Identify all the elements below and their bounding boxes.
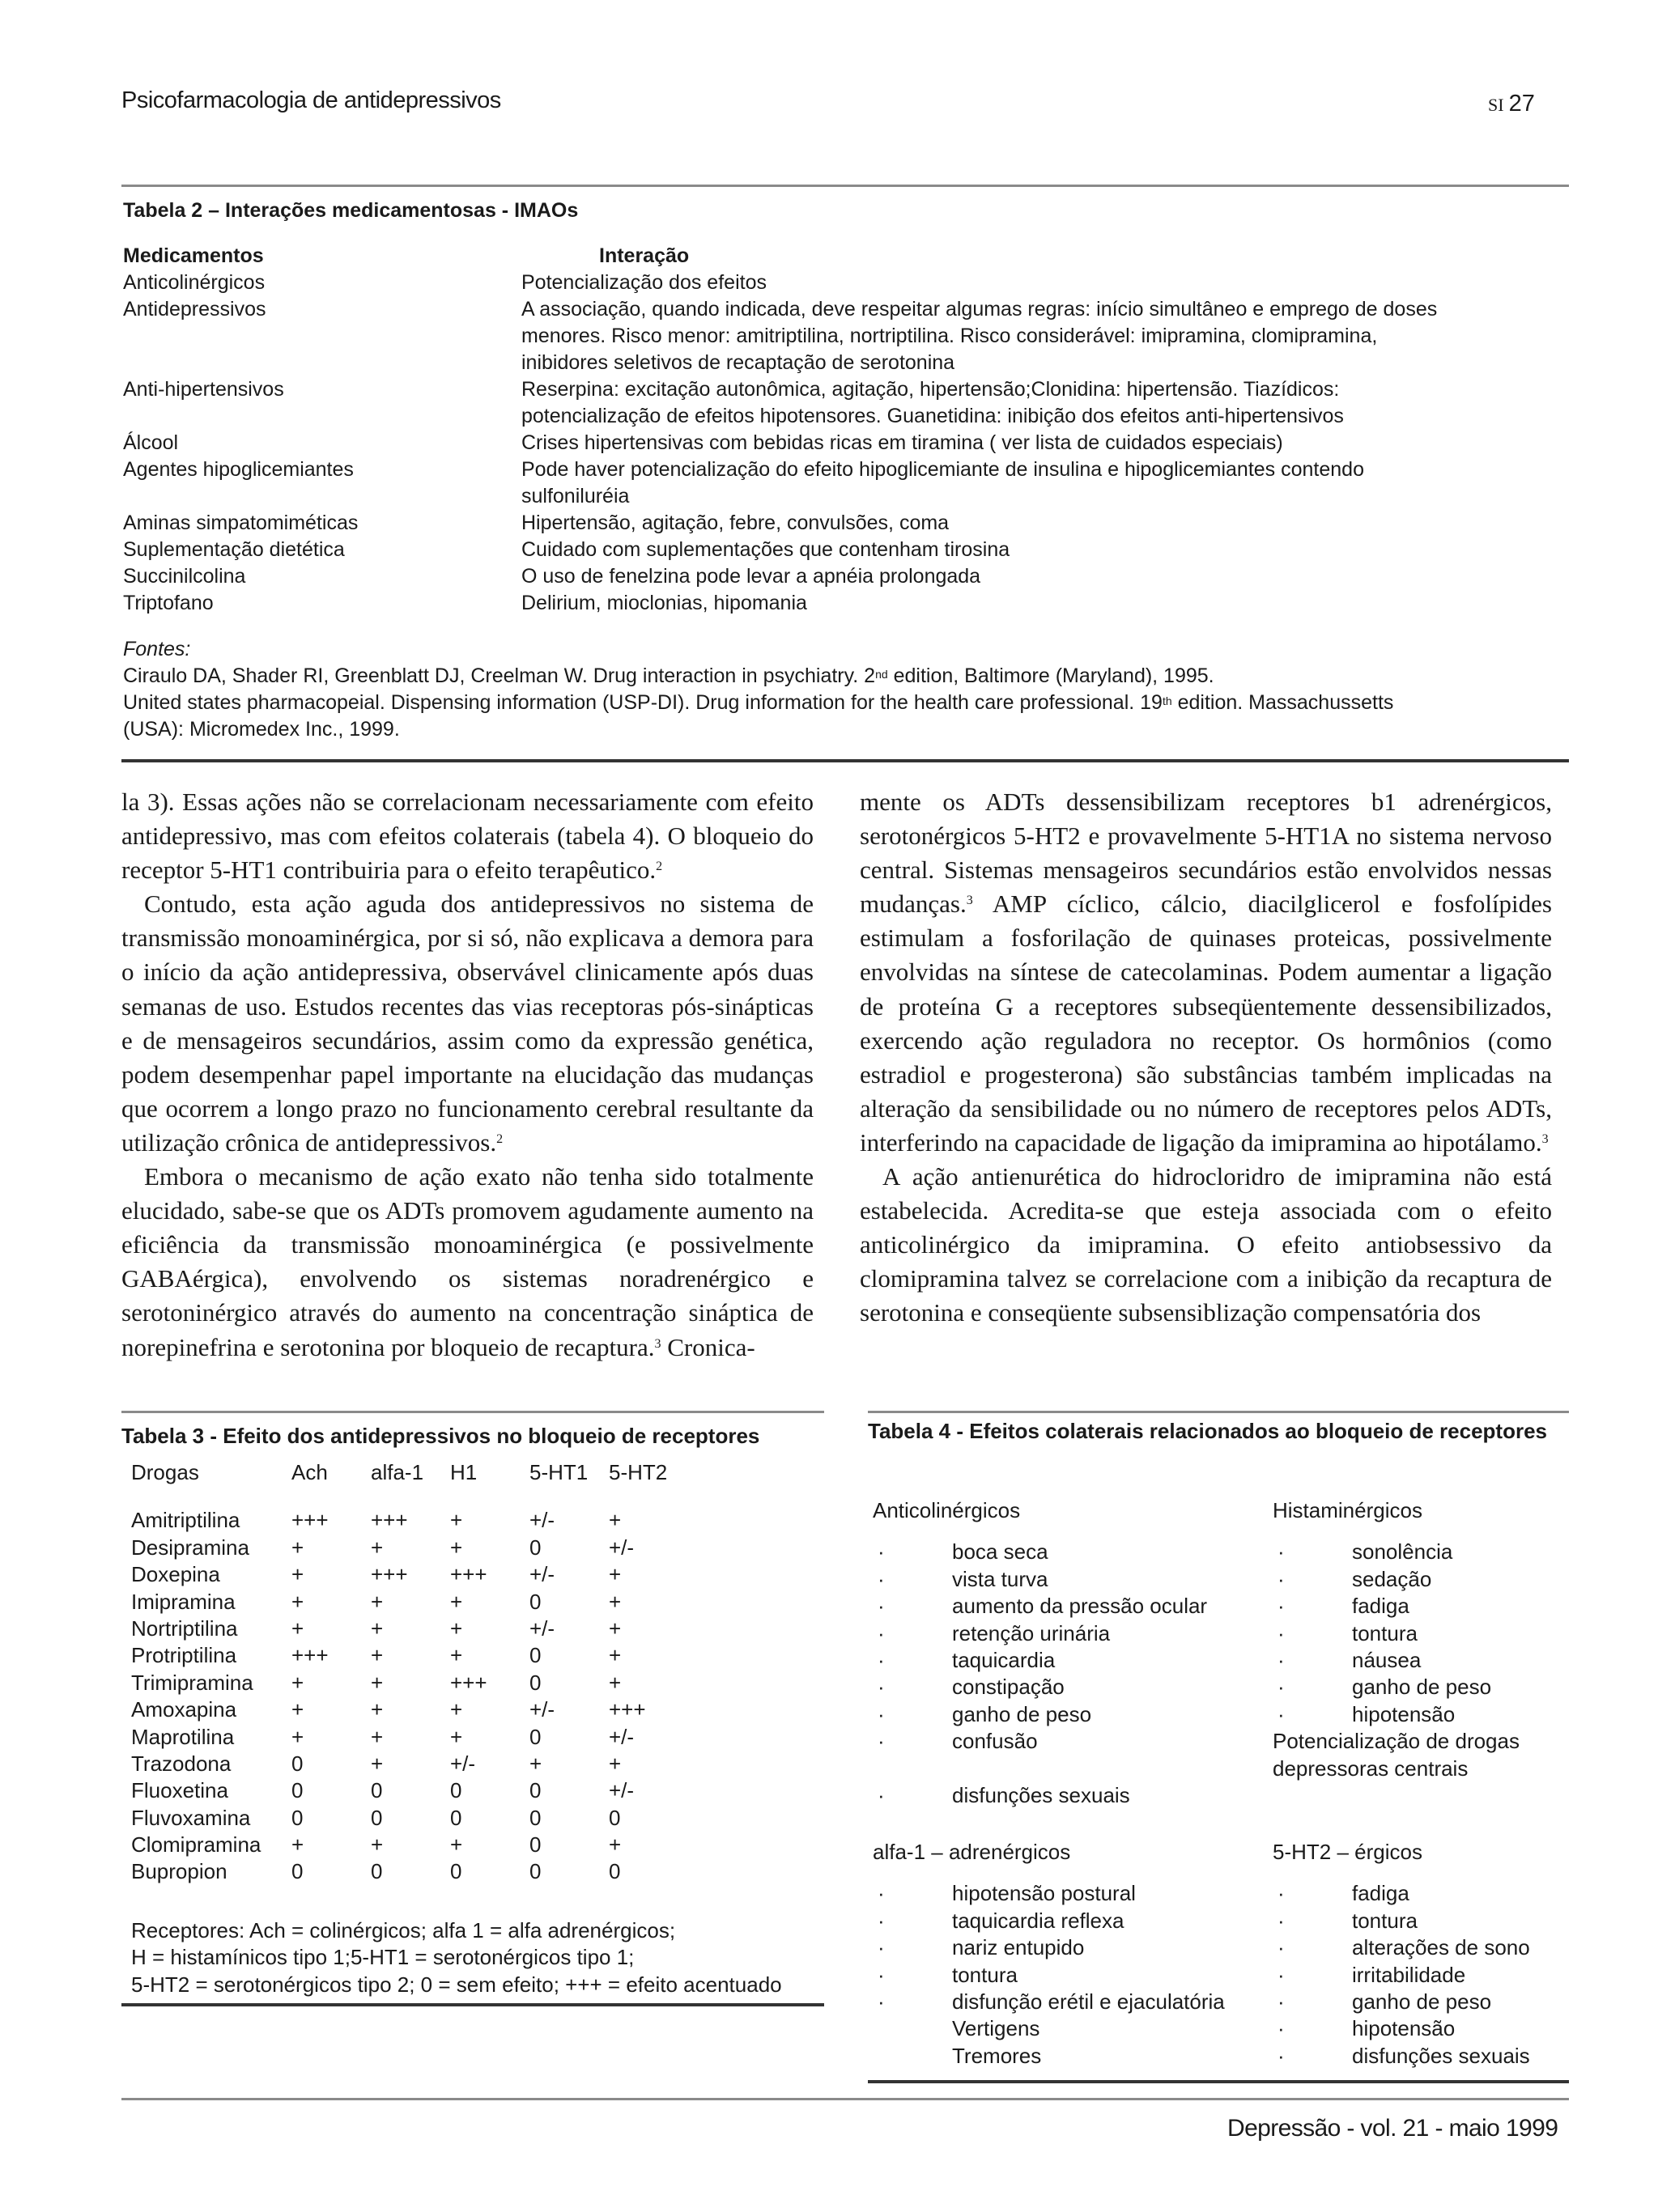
table4-histaminergicos [1273, 1497, 1569, 1782]
table4-group-header: Anticolinérgicos [873, 1498, 1021, 1522]
bullet: · [1278, 1935, 1285, 1960]
table3-row [131, 1751, 688, 1777]
paragraph-text: Embora o mecanismo de ação exato não tenha sido totalmente elucidado, sabe-se que os ADTs promovem agudamente aumento na eficiência da transmissão monoaminérgica (e possivelmente GABAérgica), envolvendo os sistemas noradrenérgico e serotoninérgico através do aumento na concentração sináptica de norepinefrina e serotonina por bloqueio de recaptura. [121, 1162, 814, 1361]
table2-interaction: potencialização de efeitos hipotensores. Guanetidina: inibição dos efeitos anti-hipertensivos [521, 405, 1344, 427]
table2-drug: Anticolinérgicos [123, 271, 266, 294]
table3-cell: + [291, 1670, 304, 1695]
table2-row [123, 350, 1564, 376]
table2-row [123, 403, 1564, 430]
source-1: Ciraulo DA, Shader RI, Greenblatt DJ, Creelman W. Drug interaction in psychiatry. 2nd edition, Baltimore (Maryland), 1995. [123, 664, 1214, 687]
bullet: · [878, 1675, 885, 1700]
table3-cell: +/- [450, 1751, 476, 1776]
bullet: · [1278, 1566, 1285, 1591]
table4-item [873, 1908, 1269, 1934]
table2-title: Tabela 2 – Interações medicamentosas - IMAOs [123, 199, 579, 222]
bullet: · [878, 1648, 885, 1673]
table4-item-text: aumento da pressão ocular [952, 1594, 1208, 1619]
table2-row [123, 483, 1564, 510]
table2-drug: Aminas simpatomiméticas [123, 512, 359, 534]
table2 [123, 243, 1564, 617]
table3-cell: + [450, 1724, 463, 1749]
table3-cell: + [450, 1832, 463, 1857]
table4-item-text: sonolência [1352, 1539, 1453, 1565]
table3-row [131, 1561, 688, 1588]
table4-item-text: hipotensão [1352, 1701, 1456, 1726]
table4-item [1273, 1620, 1569, 1647]
table4-item [1273, 1962, 1569, 1989]
paragraph-text: mente os ADTs dessensibilizam receptores b1 adrenérgicos, serotonérgicos 5-HT2 e provavelmente 5-HT1A no sistema nervoso central. Sistemas mensageiros secundários estão envolvidos nessas mudanças. [860, 788, 1552, 919]
table3-cell: + [609, 1615, 622, 1641]
table3-cell: + [450, 1508, 463, 1533]
table2-drug: Suplementação dietética [123, 538, 345, 561]
bullet: · [1278, 1675, 1285, 1700]
table4-item [873, 1728, 1269, 1755]
bullet: · [878, 1620, 885, 1645]
table2-interaction: inibidores seletivos de recaptação de serotonina [521, 351, 955, 374]
table2-body [123, 270, 1564, 617]
page-number-value: 27 [1508, 91, 1535, 117]
table2-drug: Agentes hipoglicemiantes [123, 458, 354, 481]
paragraph [121, 785, 814, 887]
table3-row [131, 1777, 688, 1804]
table3-cell: + [609, 1589, 622, 1614]
table4-item-text: hipotensão postural [952, 1881, 1136, 1906]
table3-cell: +++ [291, 1643, 329, 1668]
table2-row [123, 590, 1564, 617]
paragraph [860, 1160, 1552, 1330]
table3-cell: +/- [529, 1697, 555, 1722]
table2-row [123, 296, 1564, 323]
table2-interaction: Crises hipertensivas com bebidas ricas em tiramina ( ver lista de cuidados especiais) [521, 431, 1283, 454]
table4-item [873, 1989, 1269, 2015]
table4-extra: depressoras centrais [1273, 1756, 1469, 1781]
bullet: · [1278, 1648, 1285, 1673]
table3-cell: 0 [371, 1859, 383, 1884]
table4-item [1273, 1566, 1569, 1593]
table3-row [131, 1696, 688, 1723]
table3-drug: Amoxapina [131, 1697, 237, 1722]
table3-row [131, 1642, 688, 1669]
table4-item-text: taquicardia [952, 1648, 1056, 1673]
table4-item-text: disfunção erétil e ejaculatória [952, 1989, 1225, 2015]
table3-note: Receptores: Ach = colinérgicos; alfa 1 = alfa adrenérgicos; [131, 1918, 676, 1942]
table4-bottom-rule [868, 2080, 1569, 2083]
table3-drug: Imipramina [131, 1589, 236, 1614]
table3-drug: Maprotilina [131, 1724, 235, 1749]
table4-item-text: tontura [952, 1962, 1018, 1987]
table2-header-row [123, 243, 1564, 270]
table3-cell: + [529, 1751, 542, 1776]
table4-item [873, 1962, 1269, 1989]
table2-bottom-rule [121, 759, 1569, 762]
bullet: · [1278, 1594, 1285, 1619]
reference: 3 [966, 894, 973, 908]
table3-col-header: 5-HT2 [609, 1460, 668, 1484]
bullet: · [1278, 1539, 1285, 1565]
table3-cell: + [450, 1643, 463, 1668]
table3-cell: 0 [291, 1778, 304, 1803]
table3-cell: + [450, 1697, 463, 1722]
table3-drug: Nortriptilina [131, 1615, 238, 1641]
table3-row [131, 1832, 688, 1858]
table4-item-text: retenção urinária [952, 1620, 1111, 1645]
table4-item [1273, 1647, 1569, 1674]
table4-item [1273, 1593, 1569, 1620]
table2-drug [123, 483, 521, 510]
table3-cell: +++ [450, 1562, 487, 1587]
table3-cell: +++ [371, 1508, 408, 1533]
table3-cell: 0 [529, 1778, 542, 1803]
bullet: · [1278, 1989, 1285, 2015]
table4-item [1273, 1539, 1569, 1565]
table3-cell: + [371, 1535, 384, 1560]
table4-item-text: constipação [952, 1675, 1065, 1700]
table4-item-text: ganho de peso [1352, 1989, 1492, 2015]
table3-cell: + [609, 1832, 622, 1857]
table4-extra: Potencialização de drogas [1273, 1729, 1520, 1754]
table4-item: Tremores [952, 2043, 1042, 2068]
table3-drug: Trazodona [131, 1751, 232, 1776]
table2-drug: Succinilcolina [123, 565, 246, 588]
paragraph-text: AMP cíclico, cálcio, diacilglicerol e fosfolípides estimulam a fosforilação de quinases proteicas, possivelmente envolvidas na síntese de catecolaminas. Podem aumentar a ligação de proteína G a receptores subseqüentemente dessensibilizados, exercendo ação reguladora no receptor. Os hormônios (como estradiol e progesterona) são substâncias também implicadas na alteração da sensibilidade ou no número de receptores pelos ADTs, interferindo na capacidade de ligação da imipramina ao hipotálamo. [860, 889, 1552, 1157]
table4-item-text: náusea [1352, 1648, 1422, 1673]
reference: 3 [1541, 1131, 1549, 1146]
table3-row [131, 1615, 688, 1642]
table4-item-text: confusão [952, 1729, 1038, 1754]
table3-row [131, 1507, 688, 1534]
table4-item: Vertigens [952, 2016, 1040, 2041]
table3-cell: +++ [450, 1670, 487, 1695]
bullet: · [878, 1935, 885, 1960]
table3-row [131, 1535, 688, 1561]
table3-cell: + [609, 1751, 622, 1776]
table4-item-text: nariz entupido [952, 1935, 1085, 1960]
table4-item [873, 1593, 1269, 1620]
table4-group-header: 5-HT2 – érgicos [1273, 1840, 1422, 1864]
table3-header-row [131, 1459, 688, 1486]
paragraph-text: la 3). Essas ações não se correlacionam necessariamente com efeito antidepressivo, mas com efeitos colaterais (tabela 4). O bloqueio do receptor 5-HT1 contribuiria para o efeito terapêutico. [121, 788, 814, 885]
table3-cell: +/- [609, 1778, 635, 1803]
table2-interaction: Reserpina: excitação autonômica, agitação, hipertensão;Clonidina: hipertensão. Tiazídicos: [521, 378, 1340, 401]
table2-interaction: A associação, quando indicada, deve respeitar algumas regras: início simultâneo e emprego de doses [521, 298, 1438, 321]
table4-item-text: ganho de peso [1352, 1675, 1492, 1700]
table2-row [123, 563, 1564, 590]
table3-row [131, 1670, 688, 1696]
table3-cell: + [371, 1751, 384, 1776]
paragraph-text: A ação antienurética do hidrocloridro de imipramina não está estabelecida. Acredita-se que esteja associada com o efeito anticolinérgico da imipramina. O efeito antiobsessivo da clomipramina talvez se correlacione com a inibição da recaptura de serotonina e conseqüente subsensiblização compensatória dos [860, 1162, 1552, 1327]
paragraph-text: Cronica- [661, 1332, 755, 1361]
table4-item-text: boca seca [952, 1539, 1048, 1565]
bullet: · [1278, 2016, 1285, 2041]
reference: 2 [656, 860, 663, 874]
table3-row [131, 1805, 688, 1832]
table4-item-text: sedação [1352, 1566, 1432, 1591]
table4-item-text: vista turva [952, 1566, 1048, 1591]
table2-row [123, 430, 1564, 456]
bullet: · [1278, 2043, 1285, 2068]
table4-item-text: disfunções sexuais [1352, 2043, 1530, 2068]
bullet: · [1278, 1962, 1285, 1987]
footer-citation: Depressão - vol. 21 - maio 1999 [1227, 2115, 1558, 2142]
table3-col-header: Ach [291, 1460, 328, 1484]
table2-drug [123, 323, 521, 350]
table4-item-text: tontura [1352, 1908, 1418, 1933]
table4-item [873, 1701, 1269, 1728]
table3-cell: + [291, 1615, 304, 1641]
table2-row [123, 323, 1564, 350]
paragraph-text: Contudo, esta ação aguda dos antidepressivos no sistema de transmissão monoaminérgica, por si só, não explicava a demora para o início da ação antidepressiva, observável clinicamente após duas semanas de uso. Estudos recentes das vias receptoras pós-sinápticas e de mensageiros secundários, assim como da expressão genética, podem desempenhar papel importante na elucidação das mudanças que ocorrem a longo prazo no funcionamento cerebral resultante da utilização crônica de antidepressivos. [121, 889, 814, 1157]
table4-item-text: hipotensão [1352, 2016, 1456, 2041]
table4-item: · disfunções sexuais [878, 1783, 1130, 1808]
reference: 2 [496, 1131, 504, 1146]
table3-cell: + [609, 1643, 622, 1668]
paragraph [121, 1160, 814, 1365]
table4-item [873, 1620, 1269, 1647]
table2-interaction: sulfoniluréia [521, 485, 630, 507]
table2-row [123, 510, 1564, 537]
table4-5ht2 [1273, 1839, 1569, 2070]
table3-cell: +/- [529, 1562, 555, 1587]
table3-cell: +/- [529, 1615, 555, 1641]
table4-item [873, 1674, 1269, 1700]
table3-cell: + [291, 1697, 304, 1722]
table3-cell: +++ [291, 1508, 329, 1533]
table2-interaction: Cuidado com suplementações que contenham tirosina [521, 538, 1010, 561]
table2-sources [123, 636, 1564, 743]
table4-item-text: irritabilidade [1352, 1962, 1466, 1987]
bullet: · [878, 1539, 885, 1565]
table3-cell: 0 [291, 1805, 304, 1830]
table2-interaction: Hipertensão, agitação, febre, convulsões, coma [521, 512, 950, 534]
table3-col-header: alfa-1 [371, 1460, 424, 1484]
bullet: · [1278, 1881, 1285, 1906]
table4-item-text: alterações de sono [1352, 1935, 1530, 1960]
table3-cell: + [291, 1724, 304, 1749]
table3-drug: Trimipramina [131, 1670, 253, 1695]
paragraph [860, 785, 1552, 1160]
table2-col-header: Medicamentos [123, 244, 264, 267]
table3-cell: 0 [609, 1859, 621, 1884]
table3-drug: Clomipramina [131, 1832, 261, 1857]
table3-drug: Doxepina [131, 1562, 220, 1587]
table3-cell: + [291, 1562, 304, 1587]
table2-interaction: Potencialização dos efeitos [521, 271, 767, 294]
bullet: · [1278, 1908, 1285, 1933]
table3-cell: + [609, 1562, 622, 1587]
table3-note: H = histamínicos tipo 1;5-HT1 = serotonérgicos tipo 1; [131, 1945, 635, 1970]
body-column-right [860, 785, 1552, 1331]
table4-item [1273, 1701, 1569, 1728]
table3-cell: 0 [450, 1805, 462, 1830]
table2-top-rule [121, 185, 1569, 187]
table2-interaction: O uso de fenelzina pode levar a apnéia prolongada [521, 565, 981, 588]
table3-bottom-rule [121, 2003, 824, 2006]
bullet: · [878, 1989, 885, 2015]
table3-cell: + [371, 1832, 384, 1857]
page-prefix: SI [1488, 95, 1504, 115]
table3-cell: +/- [529, 1508, 555, 1533]
table4-title: Tabela 4 - Efeitos colaterais relacionados ao bloqueio de receptores [868, 1419, 1548, 1443]
table3-cell: + [291, 1535, 304, 1560]
bullet: · [1278, 1620, 1285, 1645]
table3-cell: 0 [529, 1643, 542, 1668]
table4-item-text: tontura [1352, 1620, 1418, 1645]
bullet: · [878, 1908, 885, 1933]
table3-col-header: Drogas [131, 1460, 199, 1484]
table2-col-header: Interação [599, 244, 690, 267]
table3-col-header: H1 [450, 1460, 478, 1484]
page-number [1488, 91, 1535, 117]
table3-cell: 0 [529, 1832, 542, 1857]
table3-cell: 0 [529, 1805, 542, 1830]
running-title: Psicofarmacologia de antidepressivos [121, 87, 501, 113]
table4-group-header: Histaminérgicos [1273, 1498, 1422, 1522]
table2-drug: Antidepressivos [123, 298, 266, 321]
table3-cell: +/- [609, 1535, 635, 1560]
table3-cell: 0 [291, 1751, 304, 1776]
table2-row [123, 270, 1564, 296]
table3-row [131, 1858, 688, 1885]
table4-item-text: ganho de peso [952, 1701, 1092, 1726]
table3-drug: Fluoxetina [131, 1778, 228, 1803]
table4-item-text: fadiga [1352, 1594, 1409, 1619]
table3-cell: + [371, 1724, 384, 1749]
table4-item [873, 1647, 1269, 1674]
table3-title: Tabela 3 - Efeito dos antidepressivos no bloqueio de receptores [121, 1424, 760, 1448]
table3-drug: Amitriptilina [131, 1508, 240, 1533]
table4-anticolinergicos [873, 1497, 1269, 1809]
bullet: · [878, 1729, 885, 1754]
table4-item [1273, 1989, 1569, 2015]
source-2: United states pharmacopeial. Dispensing information (USP-DI). Drug information for the health care professional. 19th edition. Massachussetts [123, 691, 1394, 714]
body-column-left [121, 785, 814, 1365]
table2-drug: Álcool [123, 431, 179, 454]
table3-note: 5-HT2 = serotonérgicos tipo 2; 0 = sem efeito; +++ = efeito acentuado [131, 1972, 782, 1997]
table4-item [873, 1880, 1269, 1907]
table4-item-text: fadiga [1352, 1881, 1409, 1906]
table2-interaction: Delirium, mioclonias, hipomania [521, 592, 807, 614]
table2-drug: Triptofano [123, 592, 214, 614]
table2-row [123, 376, 1564, 403]
table3-cell: + [371, 1589, 384, 1614]
table3-cell: + [371, 1697, 384, 1722]
table3-cell: + [371, 1615, 384, 1641]
table2-drug [123, 350, 521, 376]
table4-item [1273, 1934, 1569, 1961]
table3-cell: + [609, 1508, 622, 1533]
table3-drug: Fluvoxamina [131, 1805, 251, 1830]
table3-cell: 0 [609, 1805, 621, 1830]
bullet: · [878, 1594, 885, 1619]
table4-group-header: alfa-1 – adrenérgicos [873, 1840, 1071, 1864]
table4-item [1273, 1880, 1569, 1907]
table2-drug: Anti-hipertensivos [123, 378, 284, 401]
bullet: · [878, 1881, 885, 1906]
table3-notes [131, 1917, 819, 1998]
bullet: · [878, 1566, 885, 1591]
table4-item [873, 1934, 1269, 1961]
table3-cell: + [450, 1535, 463, 1560]
table3-cell: 0 [529, 1859, 542, 1884]
table3-cell: + [450, 1589, 463, 1614]
table4-item [1273, 1908, 1569, 1934]
table2-row [123, 456, 1564, 483]
table3-cell: 0 [529, 1670, 542, 1695]
table3-cell: 0 [371, 1778, 383, 1803]
table3-cell: 0 [291, 1859, 304, 1884]
table3-top-rule [121, 1411, 824, 1413]
table3 [131, 1459, 688, 1886]
table4-item [1273, 1674, 1569, 1700]
table4-item [1273, 2015, 1569, 2042]
table3-drug: Desipramina [131, 1535, 249, 1560]
table3-cell: 0 [450, 1859, 462, 1884]
table3-col-header: 5-HT1 [529, 1460, 589, 1484]
paragraph [121, 887, 814, 1160]
table3-cell: + [450, 1615, 463, 1641]
table4-item [1273, 2043, 1569, 2070]
table3-cell: + [291, 1832, 304, 1857]
table2-interaction: menores. Risco menor: amitriptilina, nortriptilina. Risco considerável: imipramina, clomipramina, [521, 325, 1378, 347]
table3-cell: 0 [529, 1589, 542, 1614]
table4-item [873, 1566, 1269, 1593]
reference: 3 [654, 1336, 661, 1351]
table3-cell: +++ [371, 1562, 408, 1587]
table3-cell: 0 [529, 1724, 542, 1749]
sources-label: Fontes: [123, 638, 191, 660]
table2-interaction: Pode haver potencialização do efeito hipoglicemiante de insulina e hipoglicemiantes contendo [521, 458, 1364, 481]
source-2-cont: (USA): Micromedex Inc., 1999. [123, 718, 400, 741]
table4-alfa1 [873, 1839, 1269, 2070]
table3-cell: +++ [609, 1697, 646, 1722]
footer-rule [121, 2098, 1569, 2100]
table3-cell: 0 [450, 1778, 462, 1803]
table3-drug: Bupropion [131, 1859, 227, 1884]
table3-row [131, 1589, 688, 1615]
table3-cell: + [371, 1643, 384, 1668]
table3-cell: + [371, 1670, 384, 1695]
table2-drug [123, 403, 521, 430]
table2-row [123, 537, 1564, 563]
table3-cell: + [609, 1670, 622, 1695]
table3-cell: 0 [529, 1535, 542, 1560]
bullet: · [878, 1701, 885, 1726]
table4-item-text: taquicardia reflexa [952, 1908, 1124, 1933]
table3-row [131, 1724, 688, 1751]
table3-drug: Protriptilina [131, 1643, 237, 1668]
table3-cell: 0 [371, 1805, 383, 1830]
table4-top-rule [868, 1411, 1569, 1413]
table3-cell: + [291, 1589, 304, 1614]
table3-cell: +/- [609, 1724, 635, 1749]
table4-item [873, 1539, 1269, 1565]
bullet: · [1278, 1701, 1285, 1726]
bullet: · [878, 1962, 885, 1987]
